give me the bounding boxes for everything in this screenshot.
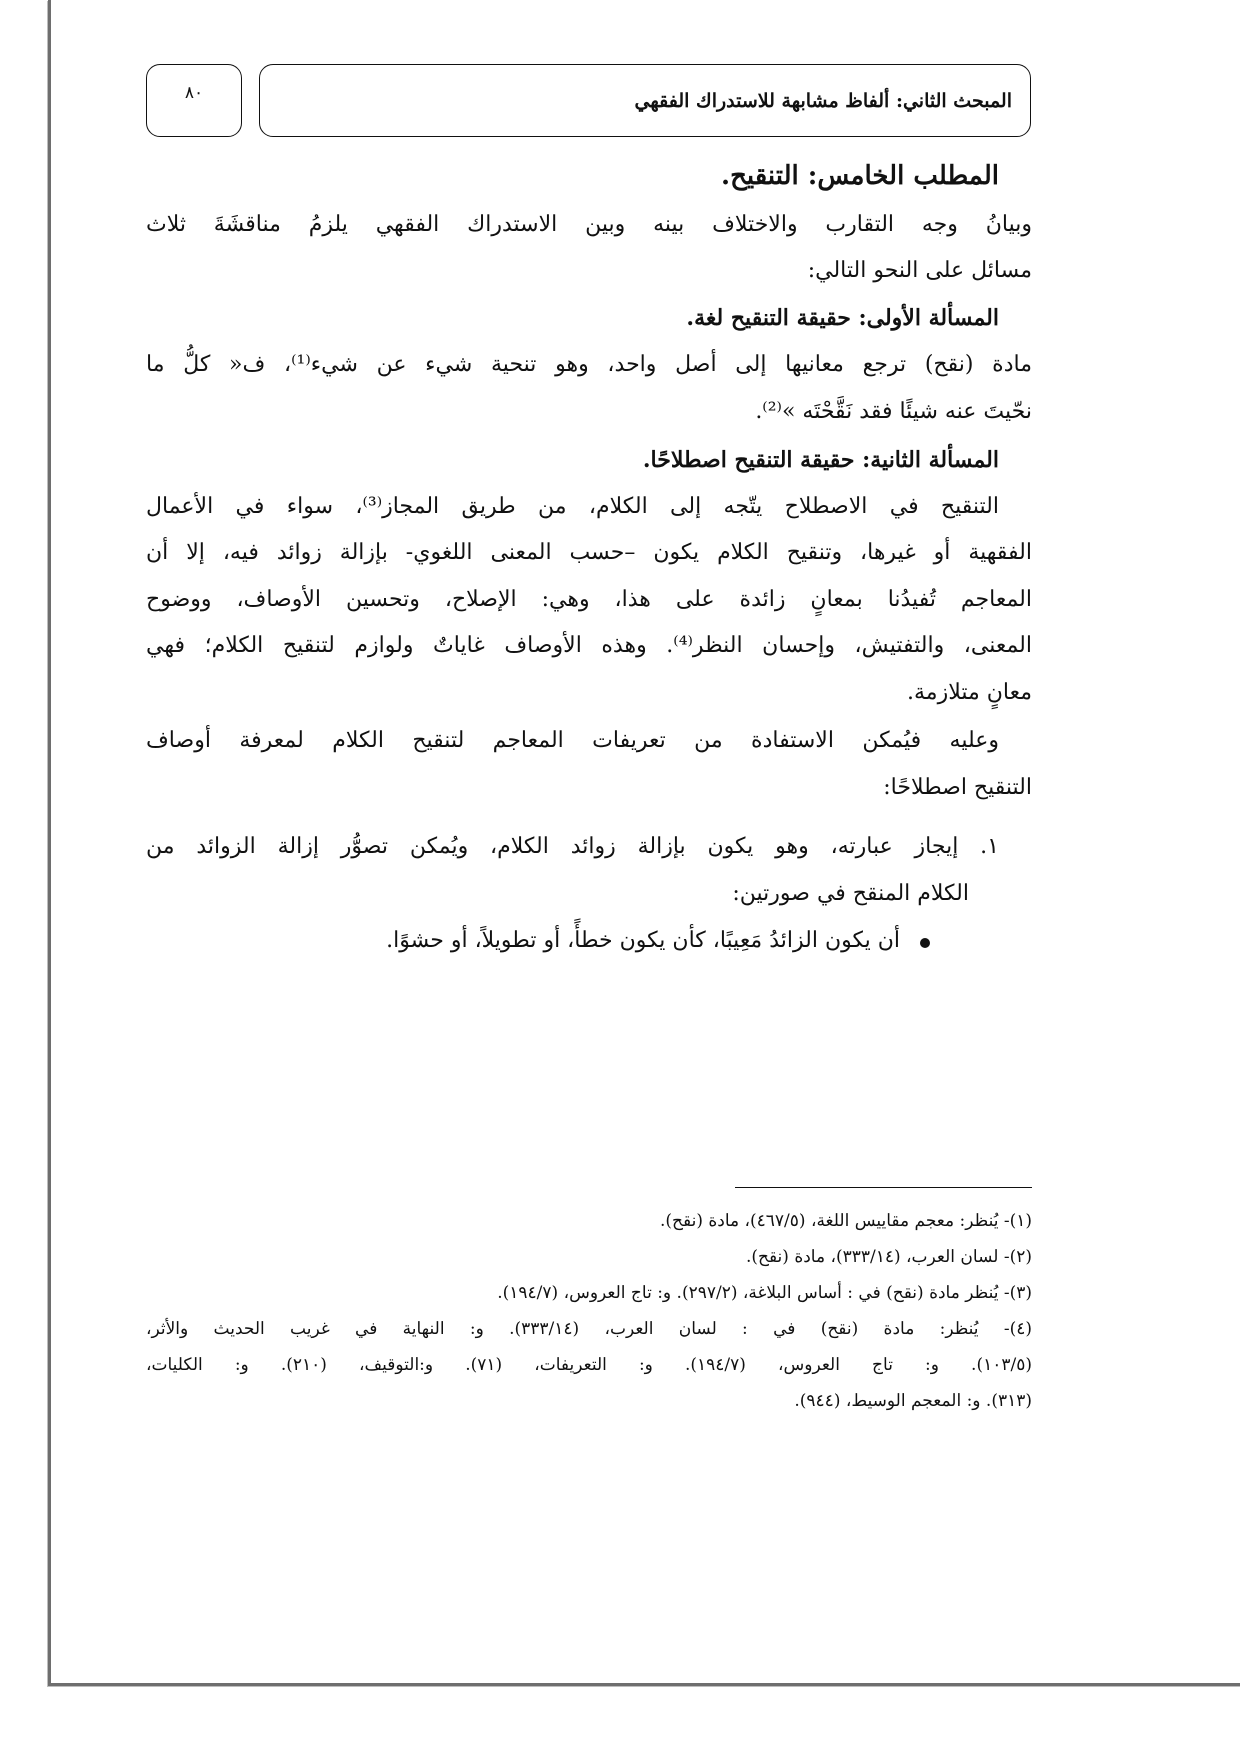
- footnote-4-line-3: (٣١٣). و: المعجم الوسيط، (٩٤٤).: [794, 1391, 1032, 1411]
- section-heading: المطلب الخامس: التنقيح.: [721, 161, 999, 191]
- footnote-3: (٣)- يُنظر مادة (نقح) في : أساس البلاغة، (٢٩٧/٢). و: تاج العروس، (١٩٤/٧).: [497, 1283, 1032, 1303]
- q1-heading: المسألة الأولى: حقيقة التنقيح لغة.: [686, 305, 999, 331]
- footnote-4-line-1: (٤)- يُنظر: مادة (نقح) في : لسان العرب، (٣٣٣/١٤). و: النهاية في غريب الحديث والأثر،: [146, 1319, 1033, 1339]
- q2-p1-line-3: المعاجم تُفيدُنا بمعانٍ زائدة على هذا، وهي: الإصلاح، وتحسين الأوصاف، ووضوح: [146, 587, 1032, 612]
- list-item-1-line-1: ١. إيجاز عبارته، وهو يكون بإزالة زوائد الكلام، ويُمكن تصوُّر إزالة الزوائد من: [146, 834, 999, 859]
- list-item-1-line-2: الكلام المنقح في صورتين:: [732, 881, 969, 906]
- intro-line-1: وبيانُ وجه التقارب والاختلاف بينه وبين الاستدراك الفقهي يلزمُ مناقشَةَ ثلاث: [146, 212, 1032, 237]
- q2-p1-line-5: معانٍ متلازمة.: [907, 680, 1032, 705]
- intro-line-2: مسائل على النحو التالي:: [807, 258, 1032, 283]
- bullet-icon: [920, 938, 930, 948]
- footnote-separator: [735, 1187, 1032, 1188]
- q1-line-1: مادة (نقح) ترجع معانيها إلى أصل واحد، وهو تنحية شيء عن شيء⁽¹⁾، ف« كلُّ ما: [146, 352, 1032, 377]
- q2-p2-line-2: التنقيح اصطلاحًا:: [883, 775, 1032, 800]
- page-number: ٨٠: [184, 83, 204, 103]
- footnote-1: (١)- يُنظر: معجم مقاييس اللغة، (٤٦٧/٥)، مادة (نقح).: [659, 1211, 1032, 1231]
- q2-heading: المسألة الثانية: حقيقة التنقيح اصطلاحًا.: [642, 447, 999, 473]
- bullet-item-1: أن يكون الزائدُ مَعِيبًا، كأن يكون خطأً، أو تطويلاً، أو حشوًا.: [386, 928, 900, 953]
- q1-line-2: نحّيتَ عنه شيئًا فقد نَقَّحْتَه »⁽²⁾.: [755, 399, 1032, 424]
- q2-p2-line-1: وعليه فيُمكن الاستفادة من تعريفات المعاجم لتنقيح الكلام لمعرفة أوصاف: [146, 728, 999, 753]
- q2-p1-line-2: الفقهية أو غيرها، وتنقيح الكلام يكون –حسب المعنى اللغوي- بإزالة زوائد فيه، إلا أن: [146, 540, 1032, 565]
- q2-p1-line-4: المعنى، والتفتيش، وإحسان النظر⁽⁴⁾. وهذه الأوصاف غاياتٌ ولوازم لتنقيح الكلام؛ فهي: [146, 633, 1032, 658]
- q2-p1-line-1: التنقيح في الاصطلاح يتّجه إلى الكلام، من طريق المجاز⁽³⁾، سواء في الأعمال: [146, 494, 999, 519]
- header-title-text: المبحث الثاني: ألفاظ مشابهة للاستدراك الفقهي: [634, 89, 1012, 112]
- footnote-2: (٢)- لسان العرب، (٣٣٣/١٤)، مادة (نقح).: [745, 1247, 1032, 1267]
- running-header-title: [259, 64, 1031, 137]
- page-number-box: [146, 64, 242, 137]
- footnote-4-line-2: (١٠٣/٥). و: تاج العروس، (١٩٤/٧). و: التعريفات، (٧١). و:التوقيف، (٢١٠). و: الكليات،: [146, 1355, 1033, 1375]
